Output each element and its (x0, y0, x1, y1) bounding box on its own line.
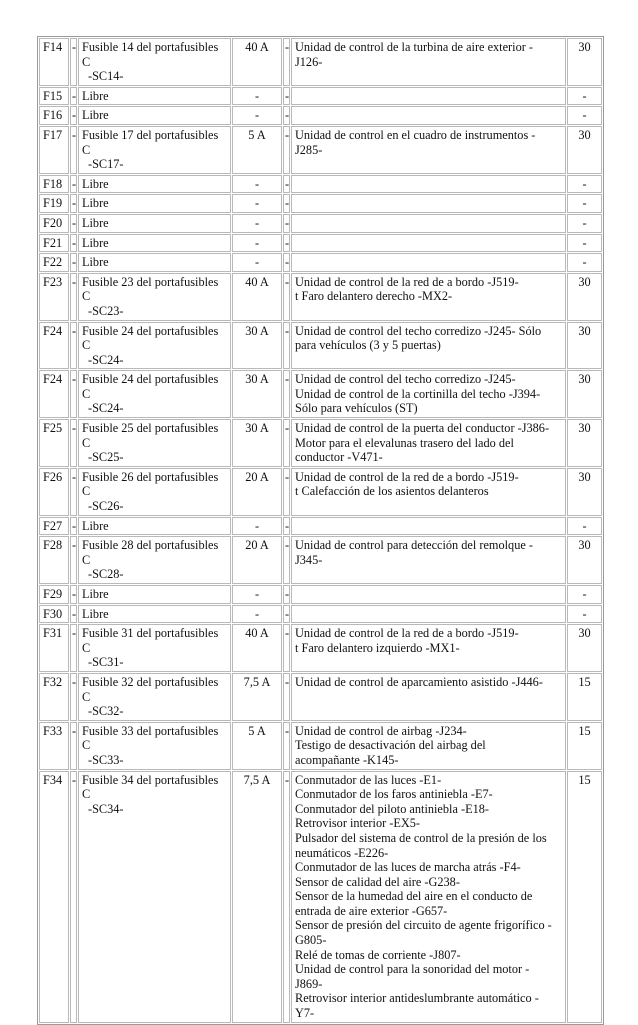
fuse-name-cell (78, 38, 231, 86)
fuse-name-cell (78, 126, 231, 174)
fuse-name-line: Fusible 23 del portafusibles C (82, 274, 219, 304)
component-description-cell (291, 175, 566, 194)
terminal-cell: 15 (567, 771, 602, 1023)
separator-cell: - (70, 234, 77, 253)
component-description-cell (291, 536, 566, 584)
fuse-name-cell (78, 214, 231, 233)
fuse-name-cell (78, 517, 231, 536)
fuse-name-line: Fusible 32 del portafusibles C (82, 674, 219, 704)
separator-cell: - (70, 468, 77, 516)
fuse-name-line: Libre (82, 235, 109, 250)
separator-cell: - (283, 214, 290, 233)
table-row (39, 605, 602, 624)
amperage-cell: 5 A (232, 126, 282, 174)
terminal-cell: - (567, 214, 602, 233)
fuse-name-line: -SC34- (88, 801, 124, 816)
component-line: Testigo de desactivación del airbag del (295, 738, 486, 753)
separator-cell: - (283, 605, 290, 624)
separator-cell: - (283, 517, 290, 536)
fuse-name-cell (78, 106, 231, 125)
separator-cell: - (70, 194, 77, 213)
fuse-name-cell (78, 87, 231, 106)
component-line: entrada de aire exterior -G657- (295, 903, 448, 918)
terminal-cell: 30 (567, 419, 602, 467)
terminal-cell: 30 (567, 126, 602, 174)
fuse-id-cell: F16 (39, 106, 69, 125)
fuse-name-cell (78, 175, 231, 194)
component-line: Unidad de control del techo corredizo -J245- Sólo (295, 323, 542, 338)
separator-cell: - (70, 585, 77, 604)
component-description-cell (291, 106, 566, 125)
separator-cell: - (283, 234, 290, 253)
fuse-table (37, 36, 604, 1025)
component-description-cell (291, 771, 566, 1023)
fuse-id-cell: F17 (39, 126, 69, 174)
amperage-cell: 7,5 A (232, 673, 282, 721)
fuse-id-cell: F25 (39, 419, 69, 467)
fuse-name-line: -SC26- (88, 499, 124, 514)
table-row (39, 234, 602, 253)
fuse-id-cell: F30 (39, 605, 69, 624)
fuse-name-line: -SC17- (88, 157, 124, 172)
component-description-cell (291, 468, 566, 516)
separator-cell: - (70, 536, 77, 584)
terminal-cell: - (567, 585, 602, 604)
table-row (39, 517, 602, 536)
fuse-name-line: -SC24- (88, 401, 124, 416)
fuse-id-cell: F24 (39, 322, 69, 370)
table-row (39, 194, 602, 213)
component-line: Unidad de control de la turbina de aire exterior - (295, 40, 533, 54)
separator-cell: - (70, 273, 77, 321)
component-line: Unidad de control de la red de a bordo -J519- (295, 274, 519, 289)
component-description-cell (291, 322, 566, 370)
component-line: Retrovisor interior -EX5- (295, 816, 420, 831)
fuse-name-cell (78, 624, 231, 672)
fuse-name-cell (78, 419, 231, 467)
terminal-cell: - (567, 234, 602, 253)
table-row (39, 771, 602, 1023)
terminal-cell: 30 (567, 273, 602, 321)
component-line: Sensor de calidad del aire -G238- (295, 874, 460, 889)
component-description-cell (291, 517, 566, 536)
fuse-id-cell: F26 (39, 468, 69, 516)
separator-cell: - (70, 38, 77, 86)
amperage-cell: - (232, 234, 282, 253)
amperage-cell: - (232, 194, 282, 213)
component-description-cell (291, 722, 566, 770)
separator-cell: - (283, 253, 290, 272)
separator-cell: - (70, 605, 77, 624)
fuse-name-line: Fusible 24 del portafusibles C (82, 372, 219, 401)
separator-cell: - (283, 673, 290, 721)
component-line (295, 89, 563, 104)
component-line: t Calefacción de los asientos delanteros (295, 484, 489, 499)
table-row (39, 322, 602, 370)
fuse-name-cell (78, 585, 231, 604)
terminal-cell: 30 (567, 370, 602, 418)
component-line: neumáticos -E226- (295, 845, 389, 860)
fuse-name-cell (78, 536, 231, 584)
terminal-cell: - (567, 194, 602, 213)
fuse-id-cell: F32 (39, 673, 69, 721)
terminal-cell: 30 (567, 38, 602, 86)
component-line: J285- (295, 142, 323, 157)
table-row (39, 468, 602, 516)
fuse-id-cell: F19 (39, 194, 69, 213)
amperage-cell: 30 A (232, 419, 282, 467)
fuse-name-line: Libre (82, 606, 109, 621)
separator-cell: - (70, 370, 77, 418)
component-line (295, 108, 563, 123)
separator-cell: - (70, 175, 77, 194)
component-description-cell (291, 370, 566, 418)
amperage-cell: 20 A (232, 468, 282, 516)
component-line: Sensor de presión del circuito de agente frigorífico - (295, 918, 552, 933)
table-row (39, 585, 602, 604)
component-line (295, 177, 563, 192)
table-row (39, 370, 602, 418)
separator-cell: - (70, 87, 77, 106)
amperage-cell: - (232, 253, 282, 272)
component-line (295, 587, 563, 602)
component-line: conductor -V471- (295, 450, 383, 465)
component-line (295, 196, 563, 211)
separator-cell: - (70, 322, 77, 370)
component-description-cell (291, 585, 566, 604)
separator-cell: - (283, 370, 290, 418)
component-description-cell (291, 253, 566, 272)
fuse-id-cell: F34 (39, 771, 69, 1023)
fuse-name-cell (78, 273, 231, 321)
component-line: J345- (295, 552, 323, 567)
fuse-name-cell (78, 253, 231, 272)
separator-cell: - (283, 419, 290, 467)
terminal-cell: 30 (567, 322, 602, 370)
terminal-cell: - (567, 605, 602, 624)
separator-cell: - (70, 624, 77, 672)
terminal-cell: 15 (567, 722, 602, 770)
component-line: acompañante -K145- (295, 752, 399, 767)
component-description-cell (291, 214, 566, 233)
component-line: Unidad de control de airbag -J234- (295, 723, 467, 738)
fuse-name-line: Fusible 28 del portafusibles C (82, 538, 219, 567)
separator-cell: - (70, 214, 77, 233)
component-description-cell (291, 234, 566, 253)
fuse-name-cell (78, 370, 231, 418)
table-row (39, 38, 602, 86)
fuse-id-cell: F23 (39, 273, 69, 321)
table-row (39, 175, 602, 194)
fuse-id-cell: F27 (39, 517, 69, 536)
component-line (295, 216, 563, 231)
separator-cell: - (283, 468, 290, 516)
fuse-name-line: Libre (82, 587, 109, 601)
fuse-name-line: Fusible 33 del portafusibles C (82, 723, 219, 753)
fuse-name-line: Fusible 31 del portafusibles C (82, 626, 219, 655)
amperage-cell: 30 A (232, 322, 282, 370)
component-line: Retrovisor interior antideslumbrante automático - (295, 991, 539, 1006)
separator-cell: - (283, 38, 290, 86)
amperage-cell: - (232, 106, 282, 125)
fuse-name-line: -SC25- (88, 450, 124, 465)
fuse-table-page (37, 36, 599, 1025)
component-line: Conmutador de las luces de marcha atrás -F4- (295, 860, 521, 875)
amperage-cell: - (232, 585, 282, 604)
fuse-name-cell (78, 468, 231, 516)
separator-cell: - (283, 194, 290, 213)
terminal-cell: - (567, 106, 602, 125)
separator-cell: - (283, 722, 290, 770)
component-line: Unidad de control para detección del remolque - (295, 538, 533, 553)
terminal-cell: - (567, 253, 602, 272)
table-row (39, 87, 602, 106)
component-line: Unidad de control para la sonoridad del motor - (295, 962, 530, 977)
amperage-cell: 30 A (232, 370, 282, 418)
separator-cell: - (283, 624, 290, 672)
fuse-name-line: Fusible 26 del portafusibles C (82, 469, 219, 499)
table-row (39, 126, 602, 174)
fuse-name-line: Fusible 25 del portafusibles C (82, 421, 219, 450)
fuse-name-line: -SC32- (88, 704, 124, 719)
component-line: Unidad de control de la cortinilla del techo -J394- (295, 386, 541, 401)
table-row (39, 536, 602, 584)
component-line: Conmutador del piloto antiniebla -E18- (295, 801, 489, 816)
separator-cell: - (70, 722, 77, 770)
terminal-cell: 15 (567, 673, 602, 721)
fuse-name-line: Libre (82, 108, 109, 123)
fuse-id-cell: F29 (39, 585, 69, 604)
terminal-cell: - (567, 175, 602, 194)
component-line: Pulsador del sistema de control de la presión de los (295, 830, 547, 845)
component-description-cell (291, 194, 566, 213)
component-line: Unidad de control de aparcamiento asistido -J446- (295, 674, 543, 689)
component-line: Unidad de control del techo corredizo -J245- (295, 372, 516, 387)
component-line: Conmutador de las luces -E1- (295, 772, 442, 787)
component-description-cell (291, 126, 566, 174)
terminal-cell: - (567, 517, 602, 536)
fuse-name-line: -SC23- (88, 303, 124, 318)
separator-cell: - (283, 536, 290, 584)
component-line: Unidad de control de la red de a bordo -J519- (295, 626, 519, 641)
table-row (39, 673, 602, 721)
component-description-cell (291, 673, 566, 721)
fuse-id-cell: F14 (39, 38, 69, 86)
terminal-cell: 30 (567, 468, 602, 516)
amperage-cell: - (232, 517, 282, 536)
amperage-cell: 40 A (232, 38, 282, 86)
separator-cell: - (283, 87, 290, 106)
separator-cell: - (70, 419, 77, 467)
component-line: Sólo para vehículos (ST) (295, 401, 418, 416)
fuse-id-cell: F24 (39, 370, 69, 418)
terminal-cell: 30 (567, 536, 602, 584)
separator-cell: - (70, 517, 77, 536)
fuse-id-cell: F31 (39, 624, 69, 672)
fuse-name-line: -SC31- (88, 655, 124, 670)
table-row (39, 214, 602, 233)
component-line: Motor para el elevalunas trasero del lado del (295, 435, 514, 450)
fuse-id-cell: F28 (39, 536, 69, 584)
component-line: G805- (295, 933, 327, 948)
component-line: Relé de tomas de corriente -J807- (295, 947, 461, 962)
component-line: t Faro delantero derecho -MX2- (295, 289, 453, 304)
component-line: Unidad de control de la red de a bordo -J519- (295, 469, 519, 484)
separator-cell: - (70, 673, 77, 721)
component-line: t Faro delantero izquierdo -MX1- (295, 640, 460, 655)
separator-cell: - (283, 106, 290, 125)
component-description-cell (291, 273, 566, 321)
amperage-cell: - (232, 214, 282, 233)
component-description-cell (291, 605, 566, 624)
separator-cell: - (283, 273, 290, 321)
amperage-cell: - (232, 605, 282, 624)
separator-cell: - (283, 322, 290, 370)
fuse-name-line: -SC28- (88, 567, 124, 582)
amperage-cell: 40 A (232, 273, 282, 321)
separator-cell: - (70, 126, 77, 174)
fuse-name-line: Fusible 17 del portafusibles C (82, 127, 219, 157)
component-description-cell (291, 38, 566, 86)
component-line: J126- (295, 54, 323, 69)
fuse-name-cell (78, 673, 231, 721)
component-description-cell (291, 624, 566, 672)
fuse-id-cell: F33 (39, 722, 69, 770)
amperage-cell: 40 A (232, 624, 282, 672)
table-row (39, 253, 602, 272)
separator-cell: - (283, 585, 290, 604)
fuse-name-line: Fusible 34 del portafusibles C (82, 772, 219, 802)
component-description-cell (291, 419, 566, 467)
fuse-name-cell (78, 194, 231, 213)
table-row (39, 419, 602, 467)
component-description-cell (291, 87, 566, 106)
fuse-name-line: Libre (82, 176, 109, 191)
fuse-name-line: Libre (82, 518, 109, 533)
fuse-name-line: Libre (82, 215, 109, 230)
fuse-name-cell (78, 722, 231, 770)
component-line: para vehículos (3 y 5 puertas) (295, 338, 441, 353)
amperage-cell: - (232, 175, 282, 194)
component-line: Sensor de la humedad del aire en el conducto de (295, 889, 533, 904)
fuse-id-cell: F21 (39, 234, 69, 253)
amperage-cell: - (232, 87, 282, 106)
table-row (39, 624, 602, 672)
component-line: Conmutador de los faros antiniebla -E7- (295, 787, 493, 802)
component-line: Y7- (295, 1006, 315, 1021)
table-row (39, 106, 602, 125)
fuse-name-cell (78, 322, 231, 370)
fuse-name-line: -SC14- (88, 69, 124, 84)
fuse-name-cell (78, 234, 231, 253)
fuse-id-cell: F20 (39, 214, 69, 233)
separator-cell: - (283, 175, 290, 194)
fuse-name-line: Libre (82, 196, 109, 211)
fuse-name-line: -SC24- (88, 352, 124, 367)
fuse-name-cell (78, 771, 231, 1023)
separator-cell: - (70, 106, 77, 125)
fuse-name-line: Fusible 14 del portafusibles C (82, 40, 219, 69)
fuse-id-cell: F18 (39, 175, 69, 194)
amperage-cell: 5 A (232, 722, 282, 770)
amperage-cell: 7,5 A (232, 771, 282, 1023)
separator-cell: - (70, 253, 77, 272)
component-line (295, 519, 563, 534)
fuse-name-line: Libre (82, 88, 109, 103)
amperage-cell: 20 A (232, 536, 282, 584)
fuse-name-line: -SC33- (88, 752, 124, 767)
component-line (295, 255, 563, 270)
terminal-cell: 30 (567, 624, 602, 672)
fuse-name-line: Fusible 24 del portafusibles C (82, 323, 219, 353)
fuse-id-cell: F15 (39, 87, 69, 106)
fuse-table-body (39, 38, 602, 1023)
table-row (39, 273, 602, 321)
component-line (295, 607, 563, 622)
terminal-cell: - (567, 87, 602, 106)
fuse-name-line: Libre (82, 255, 109, 270)
separator-cell: - (283, 771, 290, 1023)
fuse-name-cell (78, 605, 231, 624)
component-line: Unidad de control en el cuadro de instrumentos - (295, 127, 536, 142)
component-line: Unidad de control de la puerta del conductor -J386- (295, 421, 550, 436)
component-line (295, 236, 563, 251)
fuse-id-cell: F22 (39, 253, 69, 272)
separator-cell: - (70, 771, 77, 1023)
table-row (39, 722, 602, 770)
component-line: J869- (295, 976, 323, 991)
separator-cell: - (283, 126, 290, 174)
